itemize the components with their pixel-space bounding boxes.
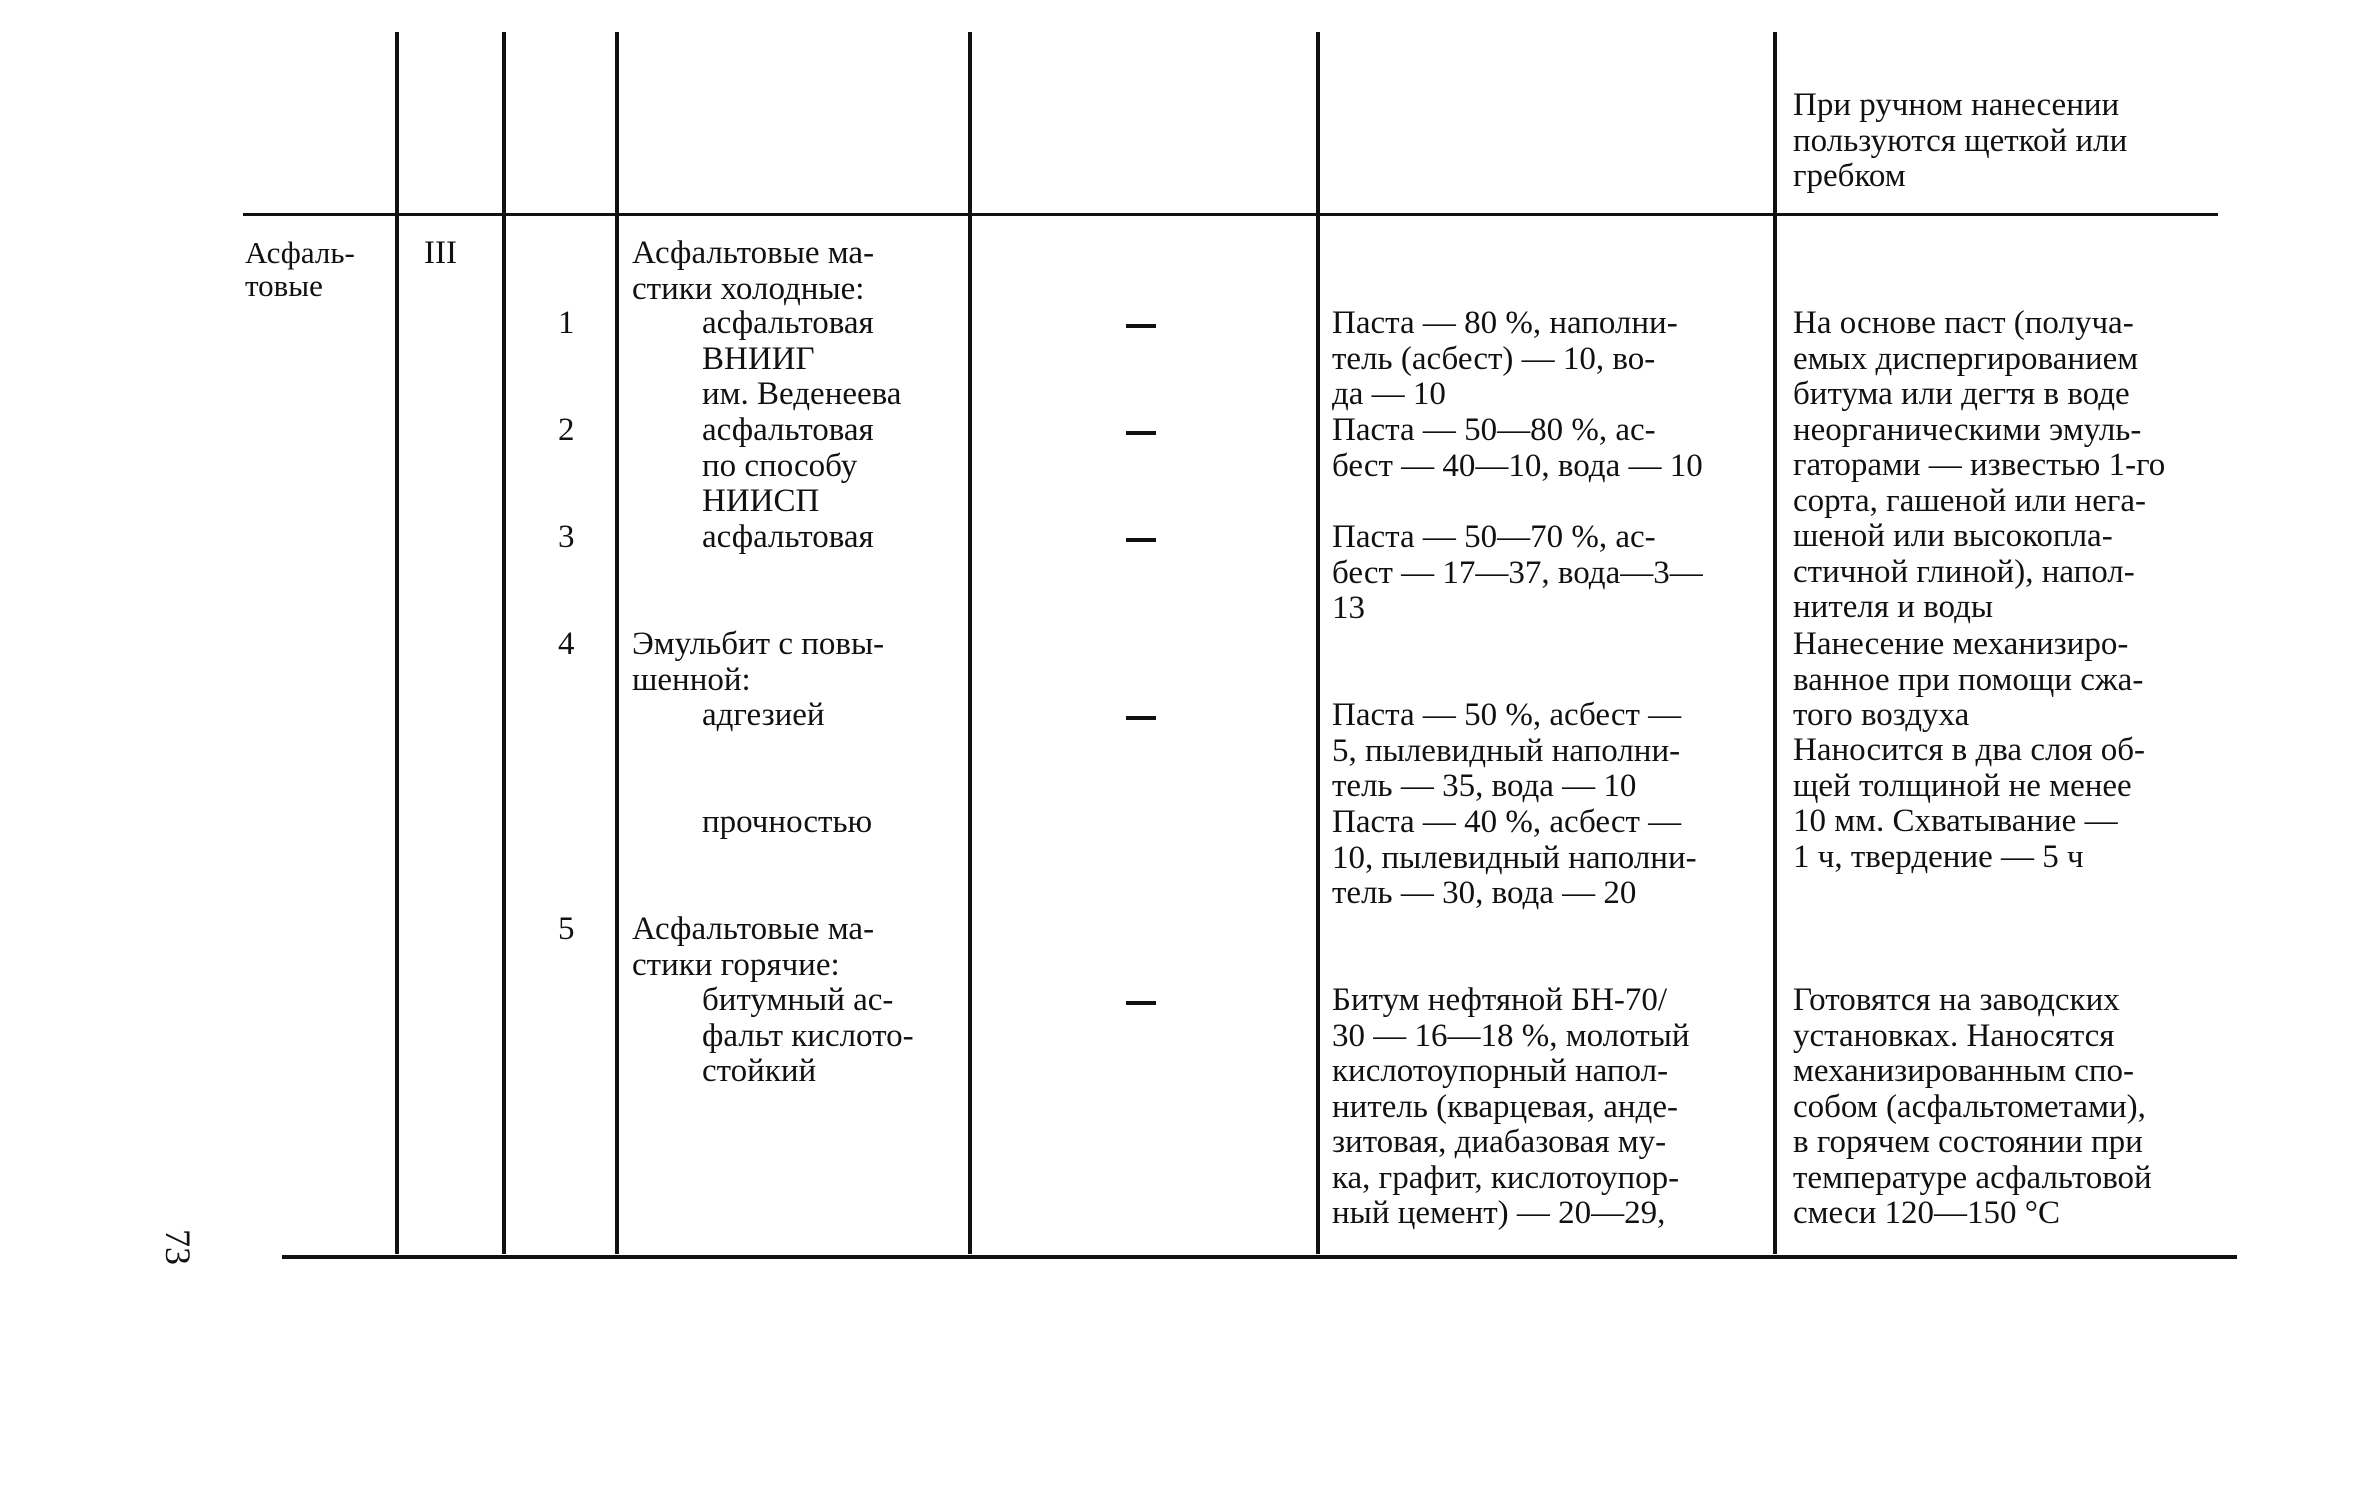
row-number-5: 5 <box>558 911 575 947</box>
dash-row-3 <box>1126 538 1156 542</box>
composition-bitumen: Битум нефтяной БН-70/ 30 — 16—18 %, молотый кислотоупорный напол- нитель (кварцевая, анде- зитовая, диабазовая му- ка, графит, кислотоупор- ный цемент) — 20—29, <box>1332 982 1690 1231</box>
note-two-layers: Наносится в два слоя об- щей толщиной не менее 10 мм. Схватывание — 1 ч, твердение — 5 ч <box>1793 732 2146 875</box>
row-number-3: 3 <box>558 519 575 555</box>
dash-row-adhesion <box>1126 716 1156 720</box>
row-number-1: 1 <box>558 305 575 341</box>
bottom-rule <box>282 1255 2237 1259</box>
dash-row-1 <box>1126 324 1156 328</box>
dash-row-2 <box>1126 431 1156 435</box>
note-factory: Готовятся на заводских установках. Наносятся механизированным спо- собом (асфальтометами), в горячем состоянии при температуре асфальтовой смеси 120—150 °С <box>1793 982 2152 1231</box>
material-name-bitumen: битумный ас- фальт кислото- стойкий <box>702 982 914 1089</box>
material-heading-hot: Асфальтовые ма- стики горячие: <box>632 911 875 983</box>
row-number-4: 4 <box>558 626 575 662</box>
composition-strength: Паста — 40 %, асбест — 10, пылевидный наполни- тель — 30, вода — 20 <box>1332 804 1697 911</box>
note-mechanized: Нанесение механизиро- ванное при помощи сжа- того воздуха <box>1793 626 2144 733</box>
composition-3: Паста — 50—70 %, ас- бест — 17—37, вода—3— 13 <box>1332 519 1703 626</box>
composition-2: Паста — 50—80 %, ас- бест — 40—10, вода — 10 <box>1332 412 1703 484</box>
material-name-2: асфальтовая по способу НИИСП <box>702 412 874 519</box>
group-label: Асфаль- товые <box>245 235 355 303</box>
dash-row-bitumen <box>1126 1001 1156 1005</box>
material-name-3: асфальтовая <box>702 519 874 555</box>
class-label: III <box>424 235 457 271</box>
page-number: 73 <box>158 1229 198 1265</box>
material-name-1: асфальтовая ВНИИГ им. Веденеева <box>702 305 902 412</box>
material-heading-cold: Асфальтовые ма- стики холодные: <box>632 235 875 307</box>
material-name-strength: прочностью <box>702 804 873 840</box>
material-name-adhesion: адгезией <box>702 697 825 733</box>
note-paste-base: На основе паст (получа- емых диспергированием битума или дегтя в воде неорганическими эмуль- гаторами — известью 1-го сорта, гашеной или нега- шеной или высокопла- стичной глиной), напол- нителя и воды <box>1793 305 2166 625</box>
material-heading-emulbit: Эмульбит с повы- шенной: <box>632 626 885 698</box>
row-number-2: 2 <box>558 412 575 448</box>
header-rule <box>243 213 2218 216</box>
header-note: При ручном нанесении пользуются щеткой или гребком <box>1793 87 2128 194</box>
composition-adhesion: Паста — 50 %, асбест — 5, пылевидный наполни- тель — 35, вода — 10 <box>1332 697 1682 804</box>
composition-1: Паста — 80 %, наполни- тель (асбест) — 10, во- да — 10 <box>1332 305 1678 412</box>
